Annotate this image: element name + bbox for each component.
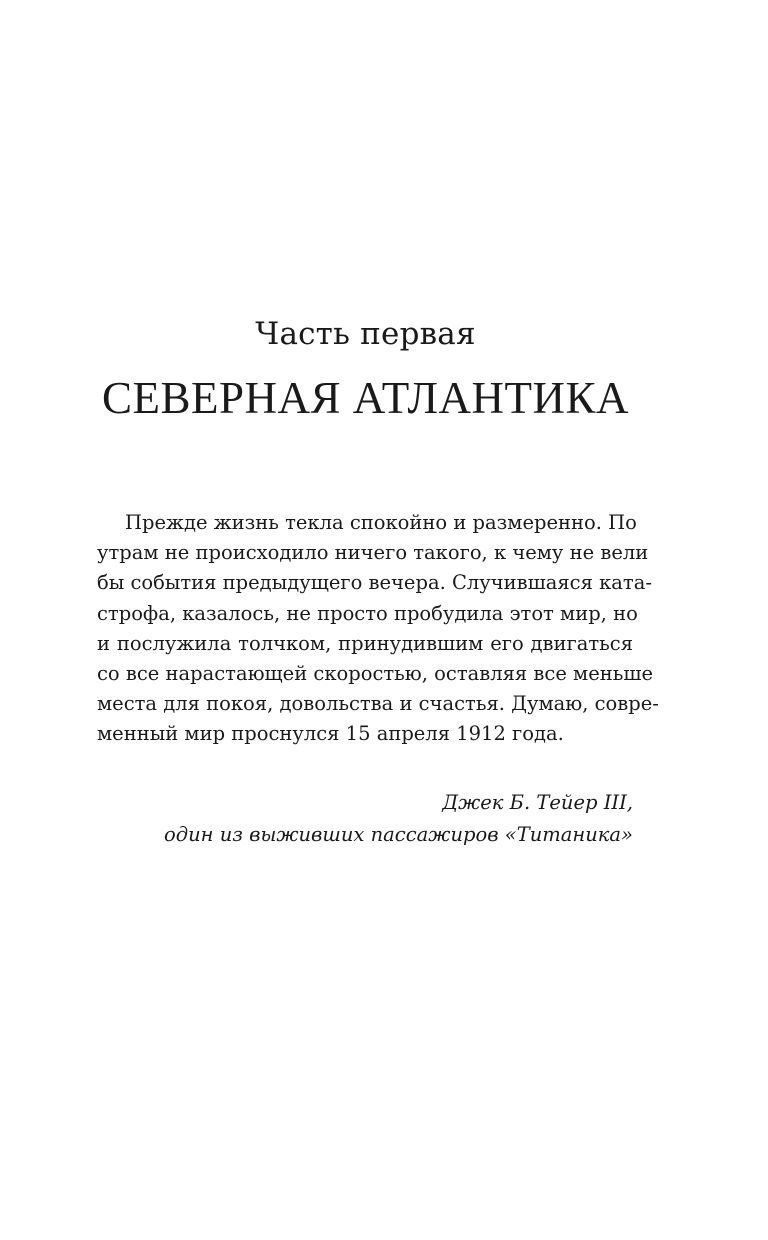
epigraph-attribution <box>164 787 633 851</box>
epigraph-line: и послужила толчком, принудившим его двигаться <box>97 631 633 655</box>
attribution-description: один из выживших пассажиров «Титаника» <box>164 823 633 846</box>
epigraph-line: бы события предыдущего вечера. Случившаяся ката- <box>97 571 652 595</box>
epigraph-line: Прежде жизнь текла спокойно и размеренно. По <box>125 511 637 534</box>
part-label: Часть первая <box>255 316 476 352</box>
epigraph-line: места для покоя, довольства и счастья. Думаю, совре- <box>97 692 659 716</box>
epigraph-line: утрам не происходило ничего такого, к чему не вели <box>97 541 649 565</box>
epigraph-line: строфа, казалось, не просто пробудила этот мир, но <box>97 601 638 625</box>
epigraph <box>97 508 659 750</box>
attribution-author: Джек Б. Тейер III, <box>442 791 633 814</box>
epigraph-line: со все нарастающей скоростью, оставляя все меньше <box>97 662 654 686</box>
epigraph-line: менный мир проснулся 15 апреля 1912 года. <box>97 722 564 746</box>
part-title: СЕВЕРНАЯ АТЛАНТИКА <box>101 373 630 423</box>
